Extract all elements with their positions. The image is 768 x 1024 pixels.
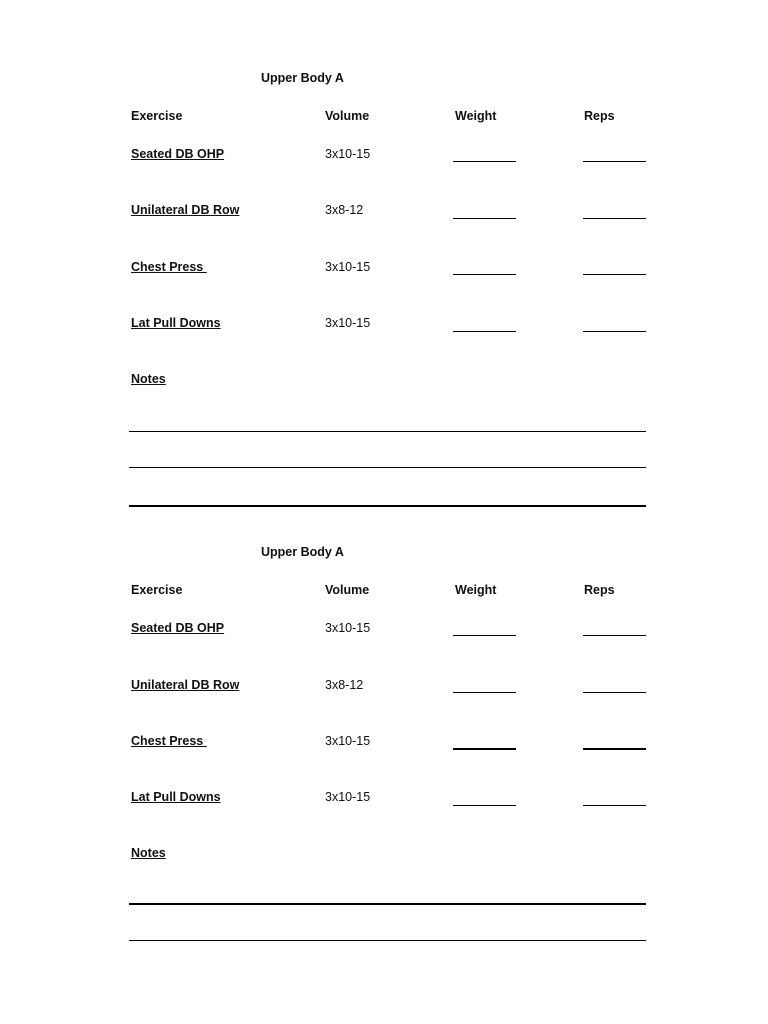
exercise-name: Lat Pull Downs [131,316,221,330]
weight-blank-field[interactable] [453,635,516,636]
header-weight: Weight [455,583,497,597]
weight-blank-field[interactable] [453,218,516,219]
header-volume: Volume [325,583,370,597]
exercise-name: Lat Pull Downs [131,790,221,804]
reps-blank-field[interactable] [583,692,646,693]
weight-blank-field[interactable] [453,331,516,332]
notes-line[interactable] [129,467,646,468]
notes-label: Notes [131,846,166,860]
weight-blank-field[interactable] [453,692,516,693]
workout-section-2 [0,474,768,944]
exercise-volume: 3x10-15 [325,316,371,330]
header-volume: Volume [325,109,370,123]
exercise-volume: 3x10-15 [325,734,371,748]
header-reps: Reps [584,583,615,597]
exercise-name: Chest Press [131,734,207,748]
reps-blank-field[interactable] [583,805,646,806]
header-weight: Weight [455,109,497,123]
exercise-name: Chest Press [131,260,207,274]
notes-line[interactable] [129,940,646,941]
weight-blank-field[interactable] [453,748,516,750]
exercise-row [0,678,768,718]
section-title: Upper Body A [261,71,344,85]
header-reps: Reps [584,109,615,123]
exercise-row [0,260,768,300]
reps-blank-field[interactable] [583,218,646,219]
reps-blank-field[interactable] [583,635,646,636]
exercise-row [0,621,768,661]
exercise-volume: 3x10-15 [325,147,371,161]
exercise-name: Unilateral DB Row [131,203,240,217]
exercise-name: Unilateral DB Row [131,678,240,692]
exercise-row [0,203,768,243]
reps-blank-field[interactable] [583,274,646,275]
notes-line[interactable] [129,903,646,905]
weight-blank-field[interactable] [453,274,516,275]
section-title: Upper Body A [261,545,344,559]
weight-blank-field[interactable] [453,805,516,806]
notes-label: Notes [131,372,166,386]
exercise-name: Seated DB OHP [131,621,225,635]
exercise-volume: 3x10-15 [325,790,371,804]
reps-blank-field[interactable] [583,161,646,162]
exercise-row [0,147,768,187]
header-exercise: Exercise [131,109,183,123]
weight-blank-field[interactable] [453,161,516,162]
header-exercise: Exercise [131,583,183,597]
exercise-row [0,734,768,774]
exercise-volume: 3x8-12 [325,678,364,692]
exercise-row [0,790,768,830]
reps-blank-field[interactable] [583,748,646,750]
notes-line[interactable] [129,431,646,432]
exercise-volume: 3x10-15 [325,260,371,274]
exercise-volume: 3x8-12 [325,203,364,217]
exercise-volume: 3x10-15 [325,621,371,635]
workout-section-1 [0,0,768,470]
exercise-name: Seated DB OHP [131,147,225,161]
exercise-row [0,316,768,356]
reps-blank-field[interactable] [583,331,646,332]
